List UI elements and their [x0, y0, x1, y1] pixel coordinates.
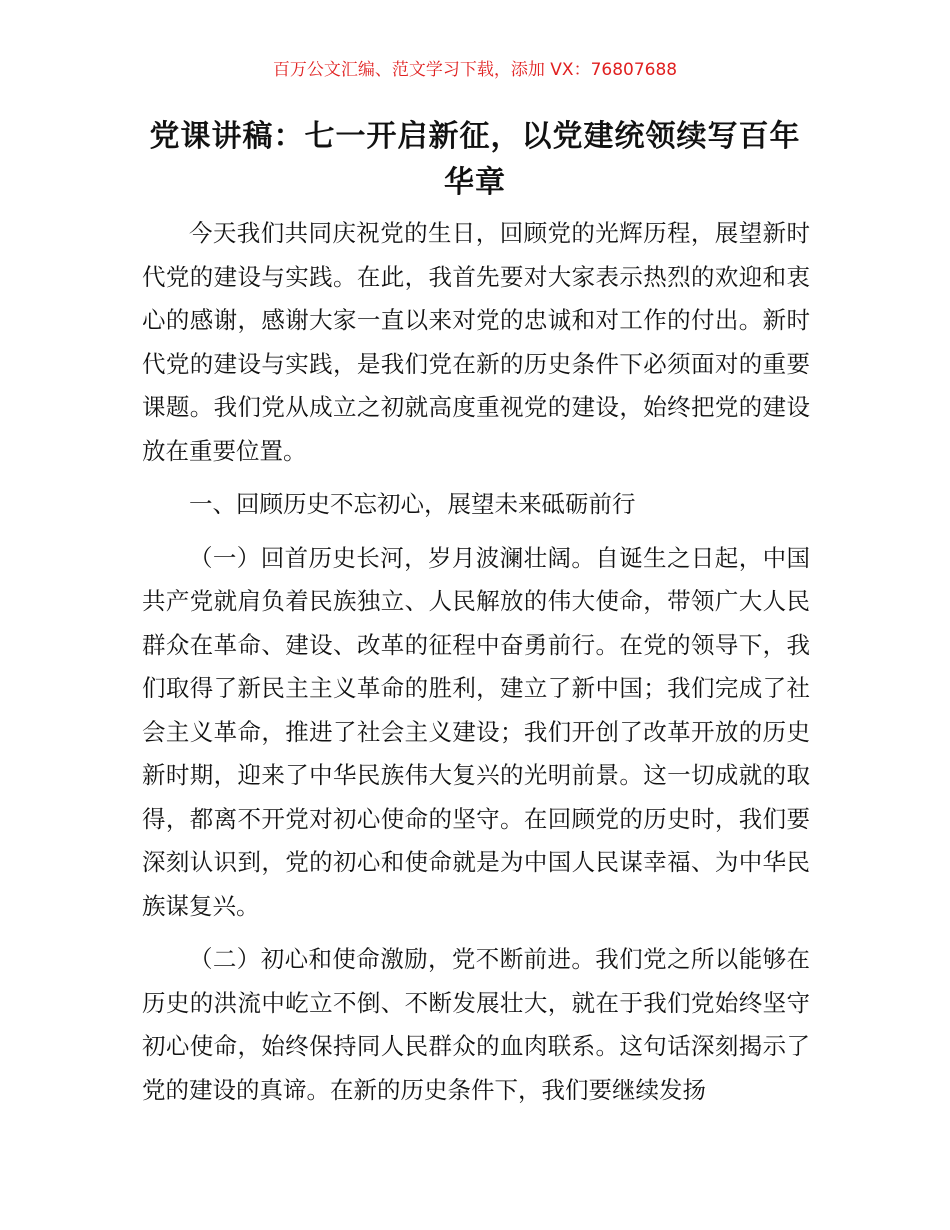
paragraph-1-2: （二）初心和使命激励，党不断前进。我们党之所以能够在历史的洪流中屹立不倒、不断发展壮大，就在于我们党始终坚守初心使命，始终保持同人民群众的血肉联系。这句话深刻揭示了党的建设的真谛。在新的历史条件下，我们要继续发扬 — [142, 945, 810, 1104]
document-body — [142, 212, 810, 1112]
document-title: 党课讲稿：七一开启新征，以党建统领续写百年华章 — [149, 119, 801, 200]
paragraph-1-1: （一）回首历史长河，岁月波澜壮阔。自诞生之日起，中国共产党就肩负着民族独立、人民解放的伟大使命，带领广大人民群众在革命、建设、改革的征程中奋勇前行。在党的领导下，我们取得了新民主主义革命的胜利，建立了新中国；我们完成了社会主义革命，推进了社会主义建设；我们开创了改革开放的历史新时期，迎来了中华民族伟大复兴的光明前景。这一切成就的取得，都离不开党对初心使命的坚守。在回顾党的历史时，我们要深刻认识到，党的初心和使命就是为中国人民谋幸福、为中华民族谋复兴。 — [142, 543, 810, 920]
section-heading-1: 一、回顾历史不忘初心，展望未来砥砺前行 — [189, 490, 636, 518]
header-watermark-note: 百万公文汇编、范文学习下载，添加 VX：76807688 — [272, 60, 678, 80]
paragraph-intro: 今天我们共同庆祝党的生日，回顾党的光辉历程，展望新时代党的建设与实践。在此，我首先要对大家表示热烈的欢迎和衷心的感谢，感谢大家一直以来对党的忠诚和对工作的付出。新时代党的建设与实践，是我们党在新的历史条件下必须面对的重要课题。我们党从成立之初就高度重视党的建设，始终把党的建设放在重要位置。 — [142, 219, 810, 465]
